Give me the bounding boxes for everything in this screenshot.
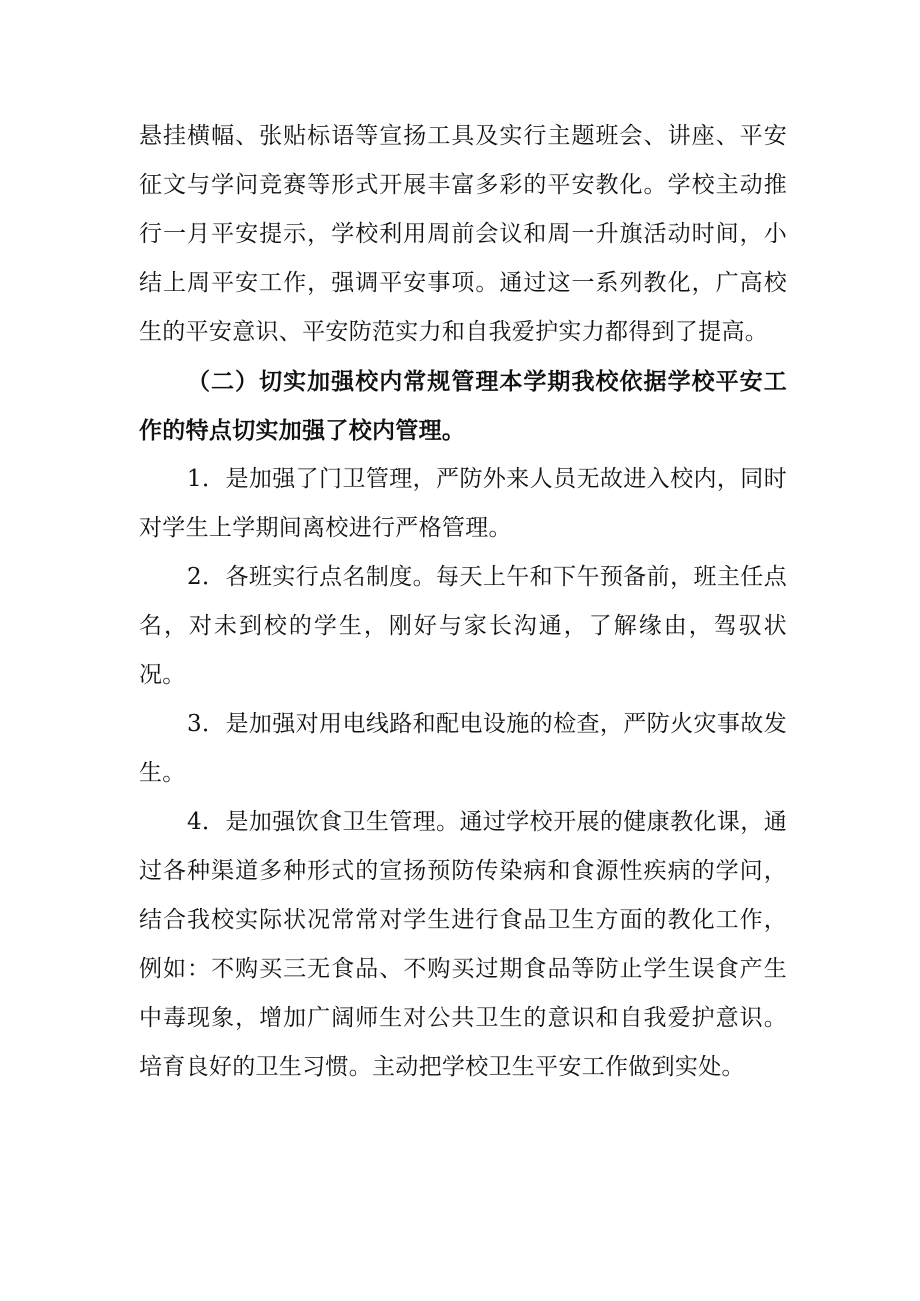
document-body (139, 112, 787, 1092)
section-heading: （二）切实加强校内常规管理本学期我校依据学校平安工作的特点切实加强了校内管理。 (139, 368, 787, 444)
list-item-3: 3．是加强对用电线路和配电设施的检查，严防火灾事故发生。 (139, 711, 787, 786)
list-item-4: 4．是加强饮食卫生管理。通过学校开展的健康教化课，通过各种渠道多种形式的宣扬预防传染病和食源性疾病的学问，结合我校实际状况常常对学生进行食品卫生方面的教化工作，例如：不购买三无食品、不购买过期食品等防止学生误食产生中毒现象，增加广阔师生对公共卫生的意识和自我爱护意识。培育良好的卫生习惯。主动把学校卫生平安工作做到实处。 (139, 809, 787, 1080)
list-item-2: 2．各班实行点名制度。每天上午和下午预备前，班主任点名，对未到校的学生，刚好与家长沟通，了解缘由，驾驭状况。 (139, 564, 787, 688)
paragraph-intro: 悬挂横幅、张贴标语等宣扬工具及实行主题班会、讲座、平安征文与学问竞赛等形式开展丰富多彩的平安教化。学校主动推行一月平安提示，学校利用周前会议和周一升旗活动时间，小结上周平安工作，强调平安事项。通过这一系列教化，广高校生的平安意识、平安防范实力和自我爱护实力都得到了提高。 (139, 123, 787, 345)
list-item-1: 1．是加强了门卫管理，严防外来人员无故进入校内，同时对学生上学期间离校进行严格管理。 (139, 466, 787, 541)
